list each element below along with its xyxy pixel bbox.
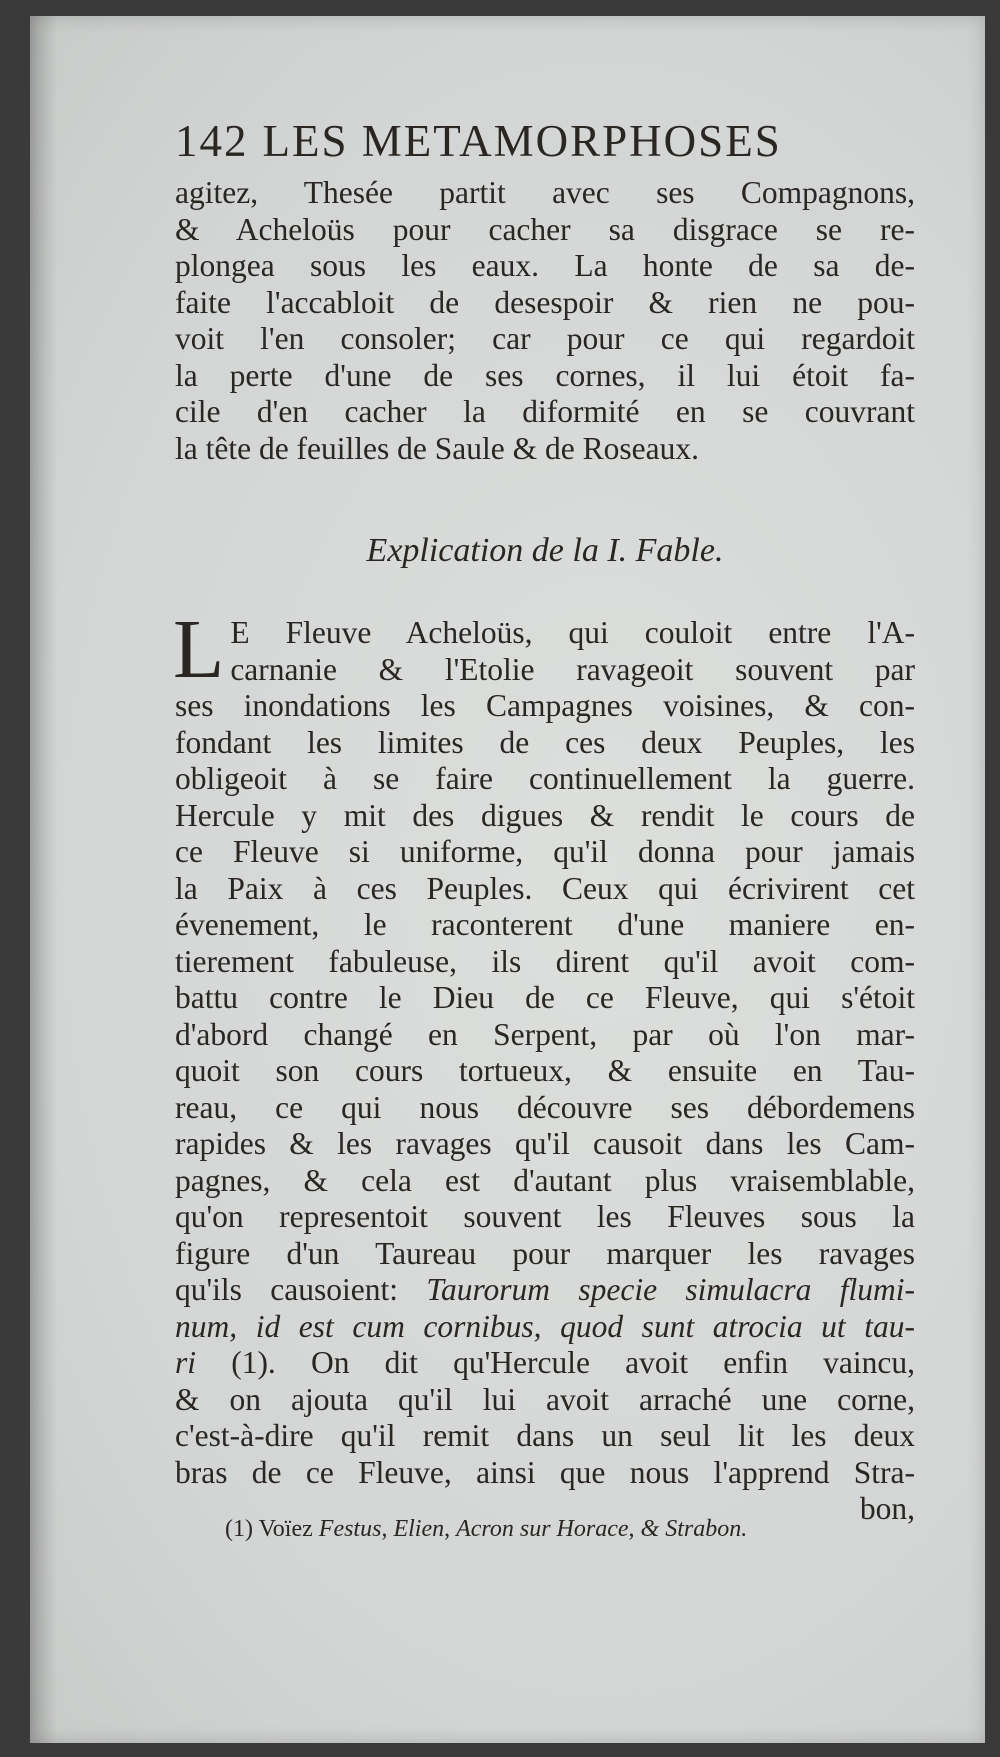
explication-paragraph	[173, 603, 916, 1528]
footnote-separator: ,	[628, 1516, 635, 1542]
footnote-separator: ,	[381, 1516, 388, 1542]
text-roman: qu'ils causoient:	[175, 1272, 398, 1307]
page-number: 142	[175, 116, 249, 166]
text-line: la perte d'une de ses cornes, il lui étoit fa-	[175, 357, 915, 393]
footnote-mark: (1)	[225, 1516, 253, 1542]
book-title: LES METAMORPHOSES	[262, 116, 782, 166]
footnote-separator: ,	[444, 1516, 451, 1542]
text-line: agitez, Thesée partit avec ses Compagnons,	[175, 175, 915, 210]
footnote	[225, 1516, 915, 1543]
text-line: qu'on representoit souvent les Fleuves sous la	[175, 1199, 915, 1234]
text-roman: (1). On dit qu'Hercule avoit enfin vaincu,	[231, 1345, 916, 1380]
text-line: c'est-à-dire qu'il remit dans un seul lit les deux	[175, 1418, 915, 1453]
text-line: plongea sous les eaux. La honte de sa de-	[175, 248, 915, 283]
footnote-and: &	[640, 1516, 660, 1542]
text-line: & on ajouta qu'il lui avoit arraché une corne,	[175, 1381, 915, 1417]
footnote-voiez: Voïez	[258, 1516, 313, 1542]
text-line: la Paix à ces Peuples. Ceux qui écrivirent cet	[175, 870, 915, 906]
latin-quote: num, id est cum cornibus, quod sunt atrocia ut tau-	[175, 1308, 915, 1344]
footnote-source: Strabon.	[665, 1516, 748, 1542]
text-line: E Fleuve Acheloüs, qui couloit entre l'A-	[230, 615, 915, 650]
text-line-latin	[175, 1272, 915, 1309]
paragraph-continuation	[175, 175, 915, 467]
text-line: la tête de feuilles de Saule & de Roseaux.	[175, 430, 699, 466]
footnote-source: Acron sur Horace	[456, 1516, 629, 1542]
spine-shadow	[30, 16, 58, 1743]
text-line: bras de ce Fleuve, ainsi que nous l'apprend Stra-	[175, 1454, 915, 1490]
footnote-source: Elien	[393, 1516, 445, 1542]
text-line-latin	[175, 1345, 915, 1382]
text-line: ce Fleuve si uniforme, qu'il donna pour jamais	[175, 834, 915, 869]
text-line: voit l'en consoler; car pour ce qui regardoit	[175, 321, 915, 356]
text-line: ses inondations les Campagnes voisines, & con-	[175, 688, 915, 723]
latin-quote: ri	[175, 1345, 197, 1380]
catchword: bon,	[859, 1491, 915, 1526]
text-line: pagnes, & cela est d'autant plus vraisemblable,	[175, 1162, 915, 1198]
text-line: d'abord changé en Serpent, par où l'on mar-	[175, 1016, 915, 1052]
text-line: quoit son cours tortueux, & ensuite en Tau-	[175, 1053, 915, 1088]
text-line: carnanie & l'Etolie ravageoit souvent par	[230, 651, 915, 687]
text-line: tierement fabuleuse, ils dirent qu'il avoit com-	[175, 943, 915, 979]
text-line: battu contre le Dieu de ce Fleuve, qui s'étoit	[175, 980, 915, 1015]
text-line: évenement, le raconterent d'une maniere en-	[175, 907, 915, 942]
text-line: & Acheloüs pour cacher sa disgrace se re-	[175, 211, 915, 247]
text-line: obligeoit à se faire continuellement la guerre.	[175, 761, 915, 796]
running-head	[175, 115, 915, 167]
text-line: rapides & les ravages qu'il causoit dans les Cam-	[175, 1126, 915, 1161]
latin-quote: Taurorum specie simulacra flumi-	[426, 1272, 916, 1307]
text-line: reau, ce qui nous découvre ses débordemens	[175, 1089, 915, 1125]
drop-cap: L	[173, 603, 225, 696]
footnote-source: Festus	[318, 1516, 382, 1542]
text-line: Hercule y mit des digues & rendit le cours de	[175, 797, 915, 833]
section-heading: Explication de la I. Fable.	[366, 532, 724, 569]
text-line: fondant les limites de ces deux Peuples, les	[175, 724, 915, 760]
text-line: cile d'en cacher la diformité en se couvrant	[175, 394, 915, 429]
text-line: faite l'accabloit de desespoir & rien ne pou-	[175, 284, 915, 320]
text-line: figure d'un Taureau pour marquer les ravages	[175, 1235, 915, 1271]
